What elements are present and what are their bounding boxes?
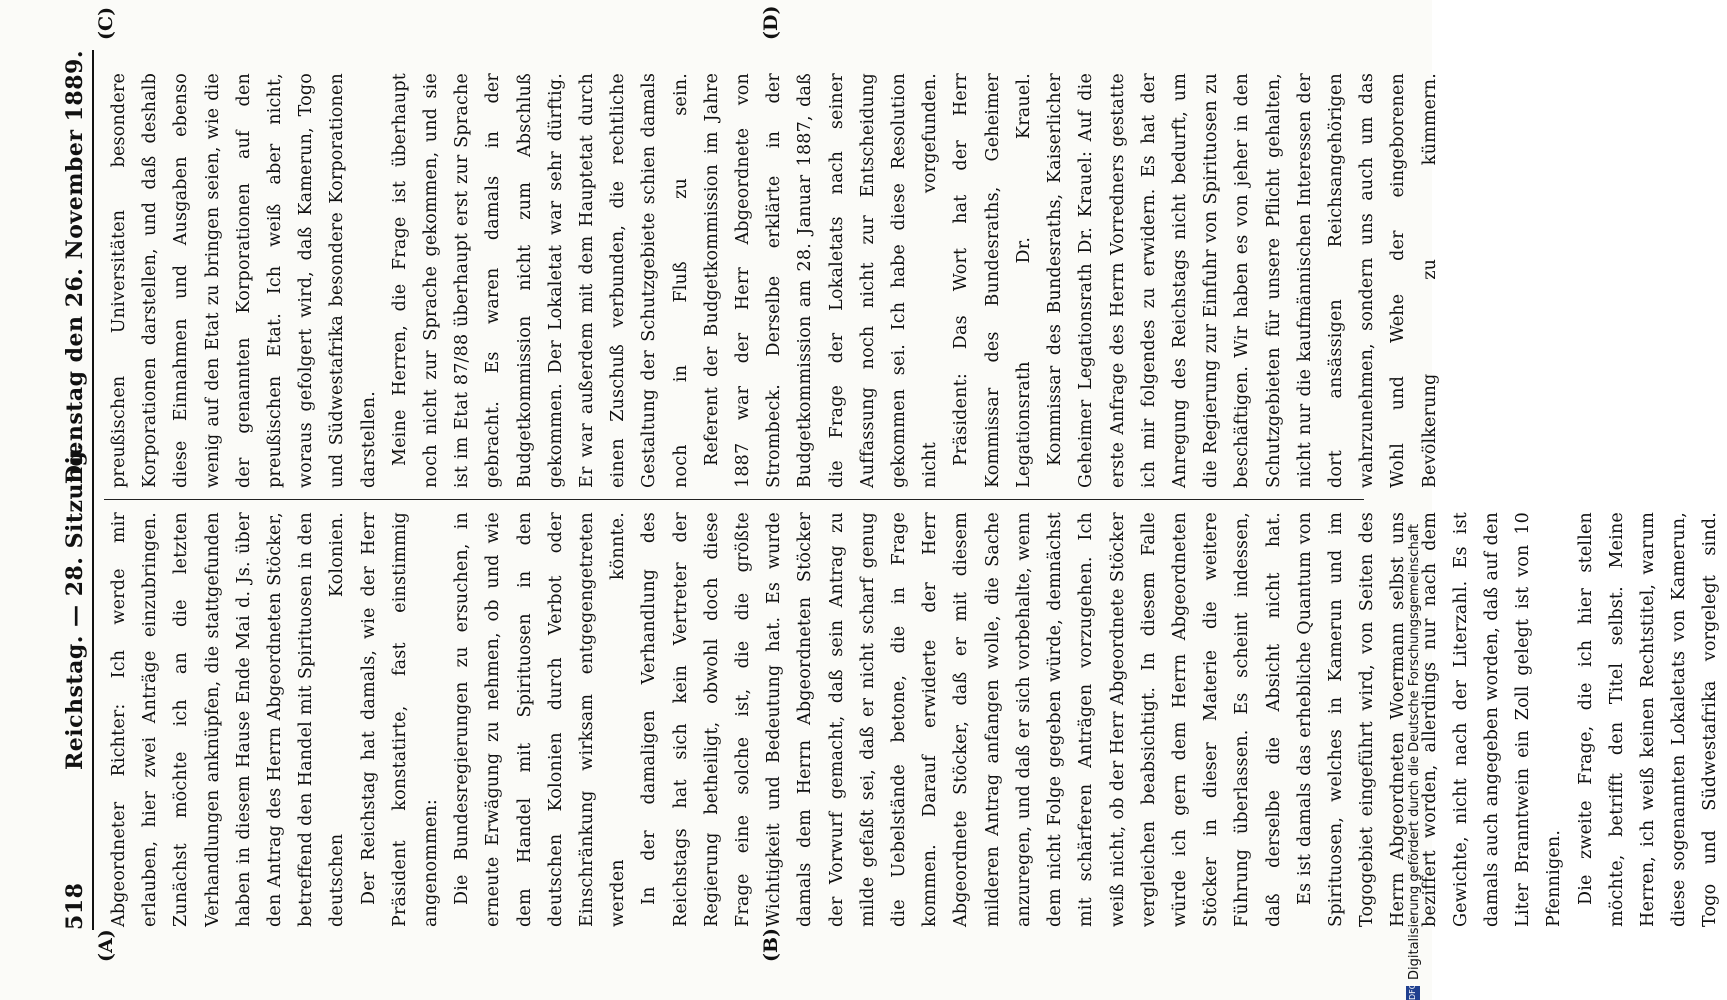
margin-marker-c: (C) [95, 6, 117, 40]
paragraph: Meine Herren, die Frage ist überhaupt noch nicht zur Sprache gekommen, und sie ist im Etat 87/88 überhaupt erst zur Sprache gebracht. Es waren damals in der Budgetkommission nicht zum Abschluß gekommen. Der Lokaletat war sehr dürftig. Er war außerdem mit dem Hauptetat durch einen Zuschuß verbunden, die rechtliche Gestaltung der Schutzgebiete schien damals noch in Fluß zu sein. [389, 73, 691, 488]
paragraph: Es ist damals das erhebliche Quantum von Spirituosen, welches in Kamerun und im Togogebiet eingeführt wird, von Seiten des Herrn Abgeordneten Woermann selbst uns beziffert worden, allerdings nur nach dem Gewichte, nicht nach der Literzahl. Es ist damals auch angegeben worden, daß auf den Liter Branntwein ein Zoll gelegt ist von 10 Pfennigen. [1294, 512, 1565, 927]
session-date: Dienstag den 26. November 1889. [62, 50, 88, 485]
paragraph: Abgeordneter Richter: Ich werde mir erlauben, hier zwei Anträge einzubringen. Zunächst möchte ich an die letzten Verhandlungen anknüpfen, die stattgefunden haben in diesem Hause Ende Mai d. Js. über den Antrag des Herrn Abgeordneten Stöcker, betreffend den Handel mit Spirituosen in den deutschen Kolonien. [109, 512, 348, 927]
paragraph: Der Reichstag hat damals, wie der Herr Präsident konstatirte, fast einstimmig angenommen: [358, 512, 442, 927]
paragraph: preußischen Universitäten besondere Korporationen darstellen, und daß deshalb diese Einnahmen und Ausgaben ebenso wenig auf den Etat zu bringen seien, wie die der genannten Korporationen auf den preußischen Etat. Ich weiß aber nicht, woraus gefolgert wird, daß Kamerun, Togo und Südwestafrika besondere Korporationen darstellen. [109, 73, 379, 488]
text-column-right [104, 73, 1440, 488]
paragraph: Die Bundesregierungen zu ersuchen, in erneute Erwägung zu nehmen, ob und wie dem Handel mit Spirituosen in den deutschen Kolonien durch Verbot oder Einschränkung wirksam entgegengetreten werden könnte. [452, 512, 629, 927]
page-header [62, 50, 94, 930]
paragraph: Die zweite Frage, die ich hier stellen möchte, betrifft den Titel selbst. Meine Herren, ich weiß keinen Rechtstitel, warum diese sogenannten Lokaletats von Kamerun, Togo und Südwestafrika vorgelegt sind. [1575, 512, 1721, 927]
margin-marker-a: (A) [95, 929, 117, 962]
column-divider [104, 499, 1364, 500]
paragraph: In der damaligen Verhandlung des Reichstags hat sich kein Vertreter der Regierung betheiligt, obwohl doch diese Frage eine solche ist, die die größte Wichtigkeit und Bedeutung hat. Es wurde damals dem Herrn Abgeordneten Stöcker der Vorwurf gemacht, daß sein Antrag zu milde gefaßt sei, daß er nicht scharf genug die Uebelstände betone, die in Frage kommen. Darauf erwiderte der Herr Abgeordnete Stöcker, daß er mit diesem milderen Antrag anfangen wolle, die Sache anzuregen, und daß er sich vorbehalte, wenn dem nicht Folge gegeben würde, demnächst mit schärferen Anträgen vorzugehen. Ich weiß nicht, ob der Herr Abgeordnete Stöcker vergleichen beabsichtigt. In diesem Falle würde ich gern dem Herrn Abgeordneten Stöcker in dieser Materie die weitere Führung überlassen. Es scheint indessen, daß derselbe die Absicht nicht hat. [639, 512, 1284, 927]
margin-marker-d: (D) [760, 5, 782, 40]
paragraph: Kommissar des Bundesraths, Kaiserlicher Geheimer Legationsrath Dr. Krauel: Auf die erste Anfrage des Herrn Vorredners gestatte ich mir folgendes zu erwidern. Es hat der Anregung des Reichstags nicht bedurft, um die Regierung zur Einfuhr von Spirituosen zu beschäftigen. Wir haben es von jeher in den Schutzgebieten für unsere Pflicht gehalten, nicht nur die kaufmännischen Interessen der dort ansässigen Reichsangehörigen wahrzunehmen, sondern uns auch um das Wohl und Wehe der eingeborenen Bevölkerung zu kümmern. [1045, 73, 1440, 488]
paragraph: Präsident: Das Wort hat der Herr Kommissar des Bundesraths, Geheimer Legationsrath Dr. Krauel. [951, 73, 1034, 488]
dfg-logo-icon: DFG [1406, 986, 1420, 1000]
running-head: Reichstag. — 28. Sitzung. [62, 442, 88, 770]
footer-text: Digitalisierung gefördert durch die Deutsche Forschungsgemeinschaft [1407, 523, 1422, 980]
paragraph: Referent der Budgetkommission im Jahre 1887 war der Herr Abgeordnete von Strombeck. Derselbe erklärte in der Budgetkommission am 28. Januar 1887, daß die Frage der Lokaletats nach seiner Auffassung noch nicht zur Entscheidung gekommen sei. Ich habe diese Resolution nicht vorgefunden. [701, 73, 941, 488]
margin-marker-b: (B) [760, 927, 782, 962]
digitization-footer [1404, 0, 1428, 1000]
page-number: 518 [62, 882, 88, 930]
